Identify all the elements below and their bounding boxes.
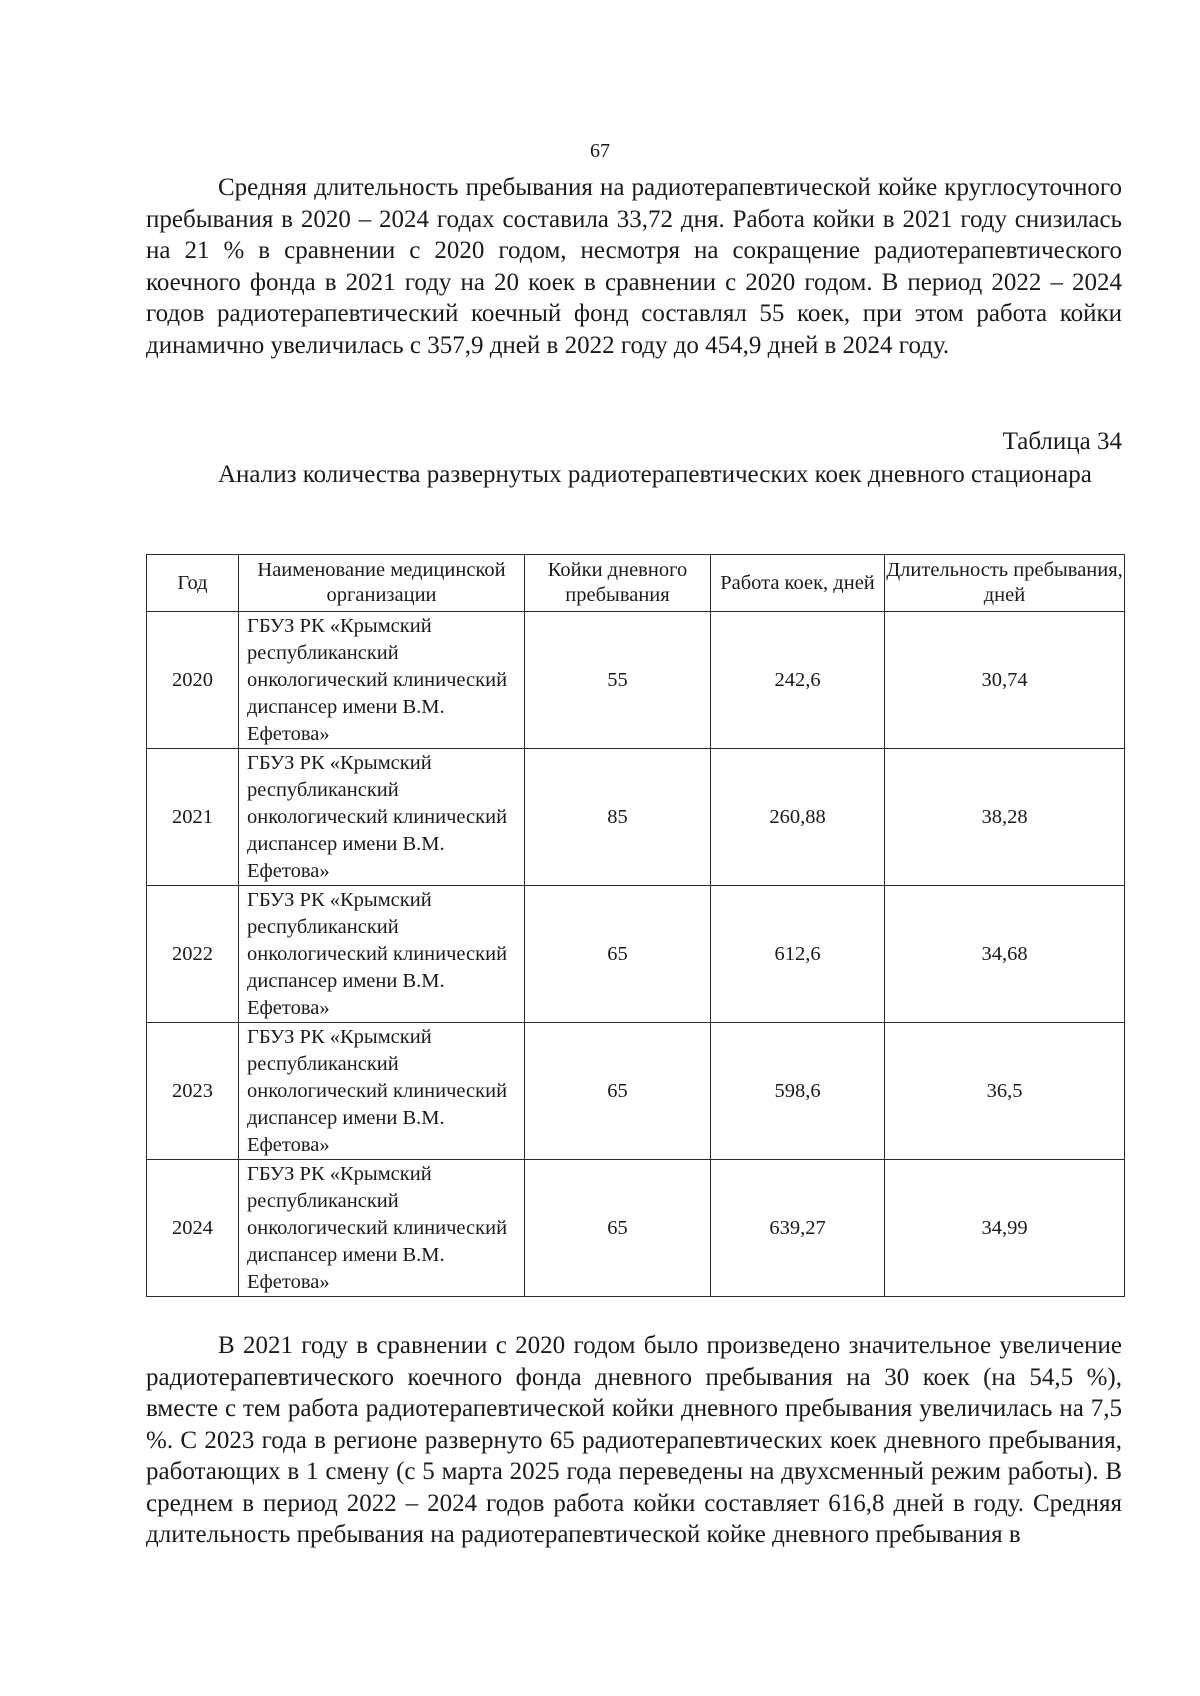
header-bed-work: Работа коек, дней	[711, 555, 885, 612]
cell-year: 2020	[147, 612, 239, 749]
cell-organization: ГБУЗ РК «Крымский республиканский онкологический клинический диспансер имени В.М. Ефетова»	[239, 886, 525, 1023]
cell-beds: 55	[525, 612, 711, 749]
cell-beds: 65	[525, 1160, 711, 1297]
cell-bed-work: 612,6	[711, 886, 885, 1023]
paragraph-intro: Средняя длительность пребывания на радиотерапевтической койке круглосуточного пребывания в 2020 – 2024 годах составила 33,72 дня. Работа койки в 2021 году снизилась на 21 % в сравнении с 2020 годом, несмотря на сокращение радиотерапевтического коечного фонда в 2021 году на 20 коек в сравнении с 2020 годом. В период 2022 – 2024 годов радиотерапевтический коечный фонд составлял 55 коек, при этом работа койки динамично увеличилась с 357,9 дней в 2022 году до 454,9 дней в 2024 году.	[146, 174, 1122, 359]
cell-organization: ГБУЗ РК «Крымский республиканский онкологический клинический диспансер имени В.М. Ефетова»	[239, 1160, 525, 1297]
cell-bed-work: 260,88	[711, 749, 885, 886]
cell-bed-work: 639,27	[711, 1160, 885, 1297]
cell-duration: 30,74	[885, 612, 1125, 749]
cell-beds: 85	[525, 749, 711, 886]
table-caption: Таблица 34	[1002, 428, 1122, 455]
cell-duration: 38,28	[885, 749, 1125, 886]
header-organization: Наименование медицинской организации	[239, 555, 525, 612]
header-year: Год	[147, 555, 239, 612]
table-row	[147, 886, 1125, 1023]
cell-year: 2021	[147, 749, 239, 886]
paragraph-analysis: В 2021 году в сравнении с 2020 годом было произведено значительное увеличение радиотерапевтического коечного фонда дневного пребывания на 30 коек (на 54,5 %), вместе с тем работа радиотерапевтической койки дневного пребывания увеличилась на 7,5 %. С 2023 года в регионе развернуто 65 радиотерапевтических коек дневного пребывания, работающих в 1 смену (с 5 марта 2025 года переведены на двухсменный режим работы). В среднем в период 2022 – 2024 годов работа койки составляет 616,8 дней в году. Средняя длительность пребывания на радиотерапевтической койке дневного пребывания в	[146, 1332, 1122, 1548]
cell-beds: 65	[525, 1023, 711, 1160]
header-beds: Койки дневного пребывания	[525, 555, 711, 612]
cell-duration: 34,99	[885, 1160, 1125, 1297]
cell-duration: 36,5	[885, 1023, 1125, 1160]
table-row	[147, 749, 1125, 886]
cell-organization: ГБУЗ РК «Крымский республиканский онкологический клинический диспансер имени В.М. Ефетова»	[239, 612, 525, 749]
cell-year: 2024	[147, 1160, 239, 1297]
beds-table	[146, 554, 1125, 1297]
table-row	[147, 1160, 1125, 1297]
cell-beds: 65	[525, 886, 711, 1023]
table-row	[147, 1023, 1125, 1160]
page-number: 67	[590, 140, 610, 162]
cell-year: 2022	[147, 886, 239, 1023]
cell-organization: ГБУЗ РК «Крымский республиканский онкологический клинический диспансер имени В.М. Ефетова»	[239, 749, 525, 886]
cell-bed-work: 242,6	[711, 612, 885, 749]
cell-bed-work: 598,6	[711, 1023, 885, 1160]
cell-duration: 34,68	[885, 886, 1125, 1023]
table-title: Анализ количества развернутых радиотерапевтических коек дневного стационара	[218, 461, 1092, 488]
header-duration: Длительность пребывания, дней	[885, 555, 1125, 612]
table-header-row	[147, 555, 1125, 612]
table-row	[147, 612, 1125, 749]
cell-organization: ГБУЗ РК «Крымский республиканский онкологический клинический диспансер имени В.М. Ефетова»	[239, 1023, 525, 1160]
cell-year: 2023	[147, 1023, 239, 1160]
